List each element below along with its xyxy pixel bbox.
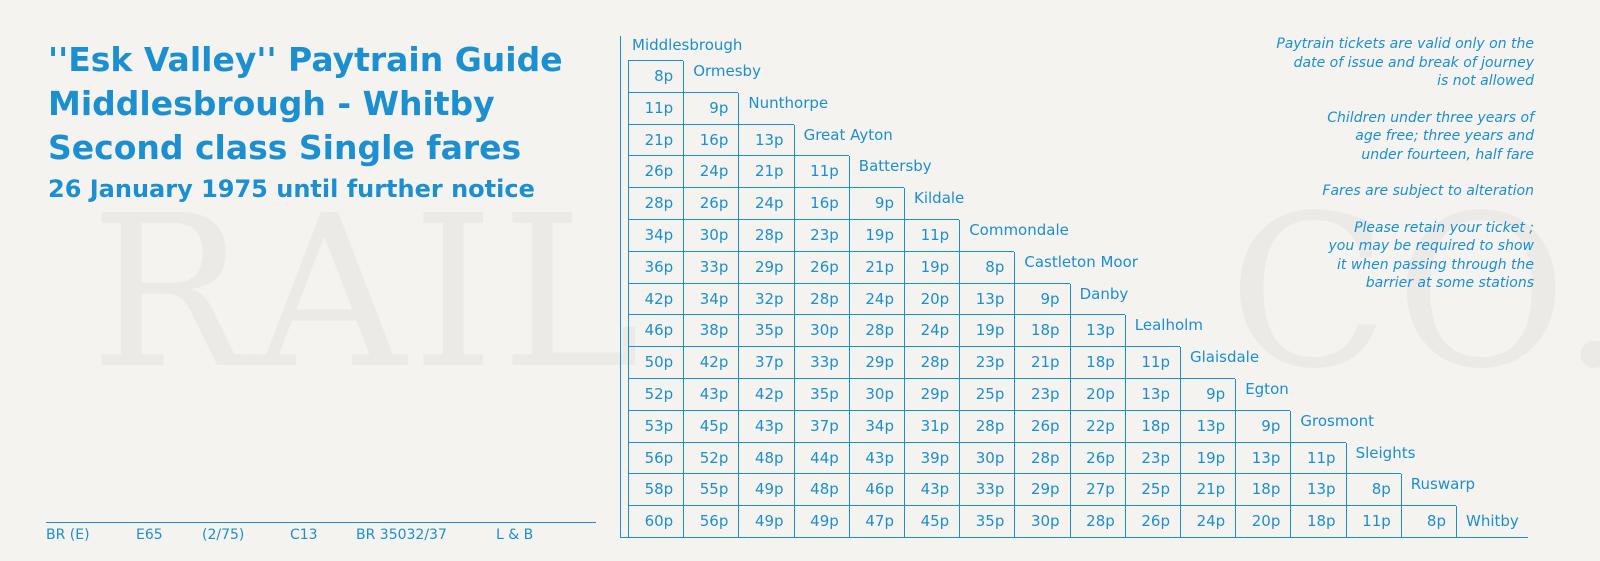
fare-cell: 27p — [1070, 473, 1125, 505]
fare-cell: 26p — [628, 155, 683, 187]
fare-cell: 28p — [794, 283, 849, 315]
fare-cell: 43p — [849, 442, 904, 474]
fare-cell: 20p — [1235, 505, 1290, 537]
station-label: Battersby — [858, 157, 932, 176]
row-end-rule — [1346, 443, 1347, 474]
fare-cell: 19p — [904, 251, 959, 283]
fare-cell: 50p — [628, 346, 683, 378]
station-label: Egton — [1245, 380, 1289, 398]
fare-cell: 36p — [628, 251, 683, 283]
fare-cell: 28p — [959, 410, 1014, 442]
fare-cell: 8p — [1401, 505, 1456, 537]
row-end-rule — [1125, 315, 1126, 346]
footer-code: E65 — [136, 527, 163, 543]
station-label: Glaisdale — [1190, 348, 1260, 367]
title-line-3: Second class Single fares — [48, 128, 522, 167]
fare-cell: 11p — [794, 155, 849, 187]
fare-cell: 43p — [683, 378, 738, 410]
fare-cell: 29p — [849, 346, 904, 378]
station-label: Great Ayton — [803, 125, 893, 144]
fare-cell: 58p — [628, 473, 683, 505]
fare-cell: 11p — [904, 219, 959, 251]
station-label: Ruswarp — [1410, 475, 1476, 494]
row-end-rule — [904, 188, 905, 219]
station-label: Lealholm — [1134, 316, 1203, 335]
fare-cell: 45p — [683, 410, 738, 442]
table-bottom-rule — [620, 537, 1528, 538]
note-alteration: Fares are subject to alteration — [1322, 183, 1534, 199]
row-end-rule — [1070, 284, 1071, 315]
station-label: Sleights — [1355, 443, 1416, 462]
fare-cell: 30p — [849, 378, 904, 410]
fare-cell: 44p — [794, 442, 849, 474]
row-end-rule — [1401, 474, 1402, 505]
station-label: Whitby — [1466, 512, 1519, 531]
fare-cell: 45p — [904, 505, 959, 537]
fare-cell: 46p — [628, 314, 683, 346]
row-end-rule — [959, 220, 960, 251]
fare-cell: 18p — [1125, 410, 1180, 442]
fare-cell: 8p — [959, 251, 1014, 283]
fare-cell: 43p — [904, 473, 959, 505]
fare-cell: 9p — [683, 92, 738, 124]
note-validity: Paytrain tickets are valid only on the date of issue and break of journey is not allowed — [1276, 36, 1534, 89]
fare-cell: 49p — [794, 505, 849, 537]
station-label: Castleton Moor — [1024, 252, 1138, 271]
fare-cell: 23p — [1125, 442, 1180, 474]
fare-cell: 9p — [1235, 410, 1290, 442]
fare-cell: 26p — [794, 251, 849, 283]
station-label-origin: Middlesbrough — [632, 36, 743, 54]
fare-cell: 13p — [1290, 473, 1345, 505]
fare-cell: 19p — [849, 219, 904, 251]
fare-cell: 60p — [628, 505, 683, 537]
station-label: Danby — [1079, 284, 1129, 303]
fare-cell: 13p — [1235, 442, 1290, 474]
fare-cell: 13p — [738, 124, 793, 156]
fare-cell: 19p — [1180, 442, 1235, 474]
fare-cell: 9p — [849, 187, 904, 219]
station-label: Ormesby — [693, 62, 761, 80]
fare-cell: 24p — [738, 187, 793, 219]
station-label: Commondale — [969, 221, 1069, 239]
fare-cell: 26p — [1125, 505, 1180, 537]
fare-cell: 39p — [904, 442, 959, 474]
fare-cell: 28p — [904, 346, 959, 378]
fare-cell: 24p — [683, 155, 738, 187]
title-line-1: ''Esk Valley'' Paytrain Guide — [48, 40, 563, 79]
footer-code: (2/75) — [202, 527, 245, 543]
fare-cell: 18p — [1235, 473, 1290, 505]
fare-cell: 28p — [1070, 505, 1125, 537]
row-end-rule — [1456, 506, 1457, 537]
fare-cell: 26p — [683, 187, 738, 219]
fare-cell: 38p — [683, 314, 738, 346]
fare-cell: 13p — [1070, 314, 1125, 346]
fare-cell: 11p — [1125, 346, 1180, 378]
fare-cell: 42p — [738, 378, 793, 410]
fare-cell: 28p — [628, 187, 683, 219]
fare-cell: 34p — [628, 219, 683, 251]
fare-cell: 31p — [904, 410, 959, 442]
fare-cell: 34p — [683, 283, 738, 315]
fare-cell: 47p — [849, 505, 904, 537]
row-end-rule — [738, 93, 739, 124]
fare-cell: 48p — [794, 473, 849, 505]
fare-cell: 21p — [1014, 346, 1069, 378]
footer-code: BR (E) — [46, 527, 90, 543]
fare-cell: 28p — [1014, 442, 1069, 474]
fare-cell: 21p — [628, 124, 683, 156]
fare-cell: 11p — [628, 92, 683, 124]
fare-cell: 21p — [849, 251, 904, 283]
fare-cell: 30p — [959, 442, 1014, 474]
fare-cell: 9p — [1180, 378, 1235, 410]
fare-cell: 37p — [794, 410, 849, 442]
fare-cell: 26p — [1070, 442, 1125, 474]
fare-cell: 42p — [628, 283, 683, 315]
row-end-rule — [1014, 252, 1015, 283]
note-children: Children under three years of age free; three years and under fourteen, half fare — [1327, 109, 1534, 163]
footer-code: L & B — [496, 527, 534, 543]
fare-cell: 55p — [683, 473, 738, 505]
fare-cell: 29p — [738, 251, 793, 283]
fare-cell: 33p — [794, 346, 849, 378]
fare-cell: 13p — [1180, 410, 1235, 442]
fare-cell: 30p — [683, 219, 738, 251]
fare-cell: 25p — [1125, 473, 1180, 505]
fare-cell: 56p — [683, 505, 738, 537]
fare-cell: 19p — [959, 314, 1014, 346]
station-label: Nunthorpe — [748, 93, 829, 112]
fare-cell: 46p — [849, 473, 904, 505]
fare-cell: 24p — [904, 314, 959, 346]
fare-cell: 24p — [1180, 505, 1235, 537]
fare-cell: 35p — [738, 314, 793, 346]
fare-cell: 43p — [738, 410, 793, 442]
fare-cell: 23p — [959, 346, 1014, 378]
row-end-rule — [1290, 411, 1291, 442]
fare-cell: 34p — [849, 410, 904, 442]
fare-cell: 25p — [959, 378, 1014, 410]
fare-cell: 49p — [738, 505, 793, 537]
fare-cell: 30p — [1014, 505, 1069, 537]
title-date: 26 January 1975 until further notice — [48, 175, 535, 203]
fare-cell: 35p — [959, 505, 1014, 537]
fare-cell: 22p — [1070, 410, 1125, 442]
fare-cell: 29p — [1014, 473, 1069, 505]
title-line-2: Middlesbrough - Whitby — [48, 84, 495, 123]
row-end-rule — [1180, 347, 1181, 378]
fare-cell: 8p — [628, 60, 683, 92]
fare-cell: 52p — [683, 442, 738, 474]
fare-cell: 53p — [628, 410, 683, 442]
fare-cell: 29p — [904, 378, 959, 410]
fare-cell: 42p — [683, 346, 738, 378]
fare-cell: 37p — [738, 346, 793, 378]
fare-cell: 49p — [738, 473, 793, 505]
fare-cell: 23p — [794, 219, 849, 251]
fare-cell: 20p — [1070, 378, 1125, 410]
fare-cell: 28p — [849, 314, 904, 346]
fare-cell: 35p — [794, 378, 849, 410]
footer-code: BR 35032/37 — [356, 527, 447, 543]
fare-cell: 48p — [738, 442, 793, 474]
row-end-rule — [794, 125, 795, 156]
fare-cell: 23p — [1014, 378, 1069, 410]
fare-cell: 13p — [959, 283, 1014, 315]
fare-cell: 16p — [794, 187, 849, 219]
row-end-rule — [1235, 379, 1236, 410]
fare-cell: 33p — [683, 251, 738, 283]
fare-cell: 52p — [628, 378, 683, 410]
note-retain-ticket: Please retain your ticket ; you may be required to show it when passing through the barrier at some stations — [1328, 219, 1534, 291]
fare-cell: 24p — [849, 283, 904, 315]
fare-cell: 13p — [1125, 378, 1180, 410]
fare-cell: 8p — [1346, 473, 1401, 505]
fare-cell: 18p — [1070, 346, 1125, 378]
fare-cell: 20p — [904, 283, 959, 315]
station-label: Kildale — [914, 189, 965, 208]
fare-cell: 21p — [1180, 473, 1235, 505]
fare-cell: 30p — [794, 314, 849, 346]
fare-cell: 26p — [1014, 410, 1069, 442]
fare-cell: 11p — [1290, 442, 1345, 474]
fare-cell: 33p — [959, 473, 1014, 505]
table-left-rule — [620, 36, 621, 537]
row-end-rule — [849, 156, 850, 187]
fare-cell: 18p — [1290, 505, 1345, 537]
fare-cell: 56p — [628, 442, 683, 474]
fare-cell: 28p — [738, 219, 793, 251]
fare-cell: 11p — [1346, 505, 1401, 537]
fare-cell: 9p — [1014, 283, 1069, 315]
footer-code: C13 — [290, 527, 318, 543]
fare-cell: 32p — [738, 283, 793, 315]
fare-cell: 21p — [738, 155, 793, 187]
fare-cell: 16p — [683, 124, 738, 156]
row-end-rule — [683, 61, 684, 92]
fare-cell: 18p — [1014, 314, 1069, 346]
station-label: Grosmont — [1300, 411, 1375, 430]
